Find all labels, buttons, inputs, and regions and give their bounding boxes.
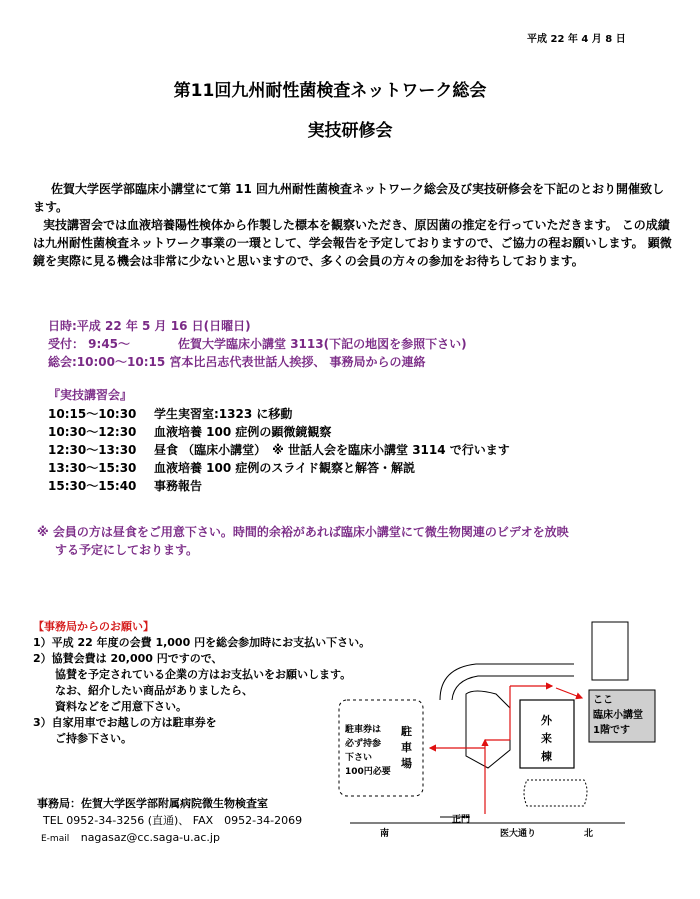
map-roundabout [466, 691, 510, 768]
request-line: 3）自家用車でお越しの方は駐車券を [33, 716, 217, 729]
target-line: ここ [593, 695, 613, 706]
parking-ticket-note [345, 723, 391, 779]
request-line: 協賛を予定されている企業の方はお支払いをお願いします。 [55, 668, 352, 681]
program-time: 12:30～13:30 [48, 443, 137, 457]
email-link[interactable]: nagasaz@cc.saga-u.ac.jp [80, 831, 220, 844]
program-desc: 事務報告 [154, 479, 203, 493]
parking-char: 場 [401, 757, 412, 770]
map-road-inner [452, 676, 574, 700]
north-label: 北 [584, 829, 594, 839]
program-time: 10:15～10:30 [48, 407, 137, 421]
target-line: 1階です [593, 725, 630, 736]
page-title: 第11回九州耐性菌検査ネットワーク総会 [173, 81, 487, 101]
requests-heading: 【事務局からのお願い】 [33, 620, 154, 633]
intro-paragraph-1: 佐賀大学医学部臨床小講堂にて第 11 回九州耐性菌検査ネットワーク総会及び実技研修会を下記のとおり開催致します。 [33, 182, 665, 214]
email-label: E-mail [41, 834, 70, 844]
street-label: 医大通り [500, 829, 537, 839]
request-line: ご持参下さい。 [55, 732, 132, 745]
outpatient-char: 棟 [541, 750, 552, 763]
target-line: 臨床小講堂 [593, 710, 643, 721]
program-time: 13:30～15:30 [48, 461, 137, 475]
parking-char: 車 [401, 741, 412, 754]
map-lower-building [524, 780, 587, 806]
target-building-label [593, 693, 643, 738]
main-gate-label: 正門 [452, 815, 471, 825]
outpatient-label [541, 712, 552, 766]
parking-ticket-line: 駐車券は [345, 725, 382, 735]
program-time: 15:30～15:40 [48, 479, 137, 493]
document-date: 平成 22 年 4 月 8 日 [527, 34, 626, 45]
parking-char: 駐 [401, 725, 412, 738]
page-subtitle: 実技研修会 [307, 121, 393, 141]
program-time: 10:30～12:30 [48, 425, 137, 439]
schedule-date: 日時:平成 22 年 5 月 16 日(日曜日) [48, 319, 251, 333]
parking-label [401, 724, 412, 772]
parking-ticket-line: 100円必要 [345, 767, 391, 777]
request-line: なお、紹介したい商品がありましたら、 [55, 684, 253, 697]
program-desc: 血液培養 100 症例のスライド観察と解答・解説 [154, 461, 416, 475]
schedule-general-meeting: 総会:10:00～10:15 宮本比呂志代表世話人挨拶、 事務局からの連絡 [48, 355, 426, 369]
map-building-north [592, 622, 628, 680]
parking-ticket-line: 必ず持参 [345, 739, 382, 749]
program-desc: 昼食 （臨床小講堂） ※ 世話人会を臨床小講堂 3114 で行います [154, 443, 510, 457]
program-desc: 学生実習室:1323 に移動 [154, 407, 293, 421]
request-line: 2）協賛会費は 20,000 円ですので、 [33, 652, 223, 665]
south-label: 南 [380, 829, 390, 839]
intro-paragraph-2: 実技講習会では血液培養陽性検体から作製した標本を観察いただき、原因菌の推定を行っていただきます。 この成績は九州耐性菌検査ネットワーク事業の一環として、学会報告を予定しておりますので、ご協力の程お願いします。 顕微鏡を実際に見る機会は非常に少ないと思いますので、多くの会員の方々の参加をお待ちしております。 [33, 218, 672, 268]
lunch-note-line-1: ※ 会員の方は昼食をご用意下さい。時間的余裕があれば臨床小講堂にて微生物関連のビデオを放映 [37, 525, 569, 539]
request-line: 1）平成 22 年度の会費 1,000 円を総会参加時にお支払い下さい。 [33, 636, 371, 649]
program-heading: 『実技講習会』 [48, 388, 133, 402]
lunch-note-line-2: する予定にしております。 [55, 543, 199, 557]
map-road-outer [440, 664, 574, 700]
map-arrow-to-target [556, 688, 582, 698]
office-name: 事務局：佐賀大学医学部附属病院微生物検査室 [37, 797, 268, 810]
outpatient-char: 外 [541, 714, 552, 727]
schedule-reception: 受付： 9:45～ 佐賀大学臨床小講堂 3113(下記の地図を参照下さい) [48, 337, 467, 351]
outpatient-char: 来 [541, 732, 552, 745]
program-desc: 血液培養 100 症例の顕微鏡観察 [154, 425, 332, 439]
parking-ticket-line: 下さい [345, 753, 373, 763]
request-line: 資料などをご用意下さい。 [55, 700, 187, 713]
office-tel-fax: TEL 0952-34-3256 (直通)、 FAX 0952-34-2069 [43, 814, 303, 827]
